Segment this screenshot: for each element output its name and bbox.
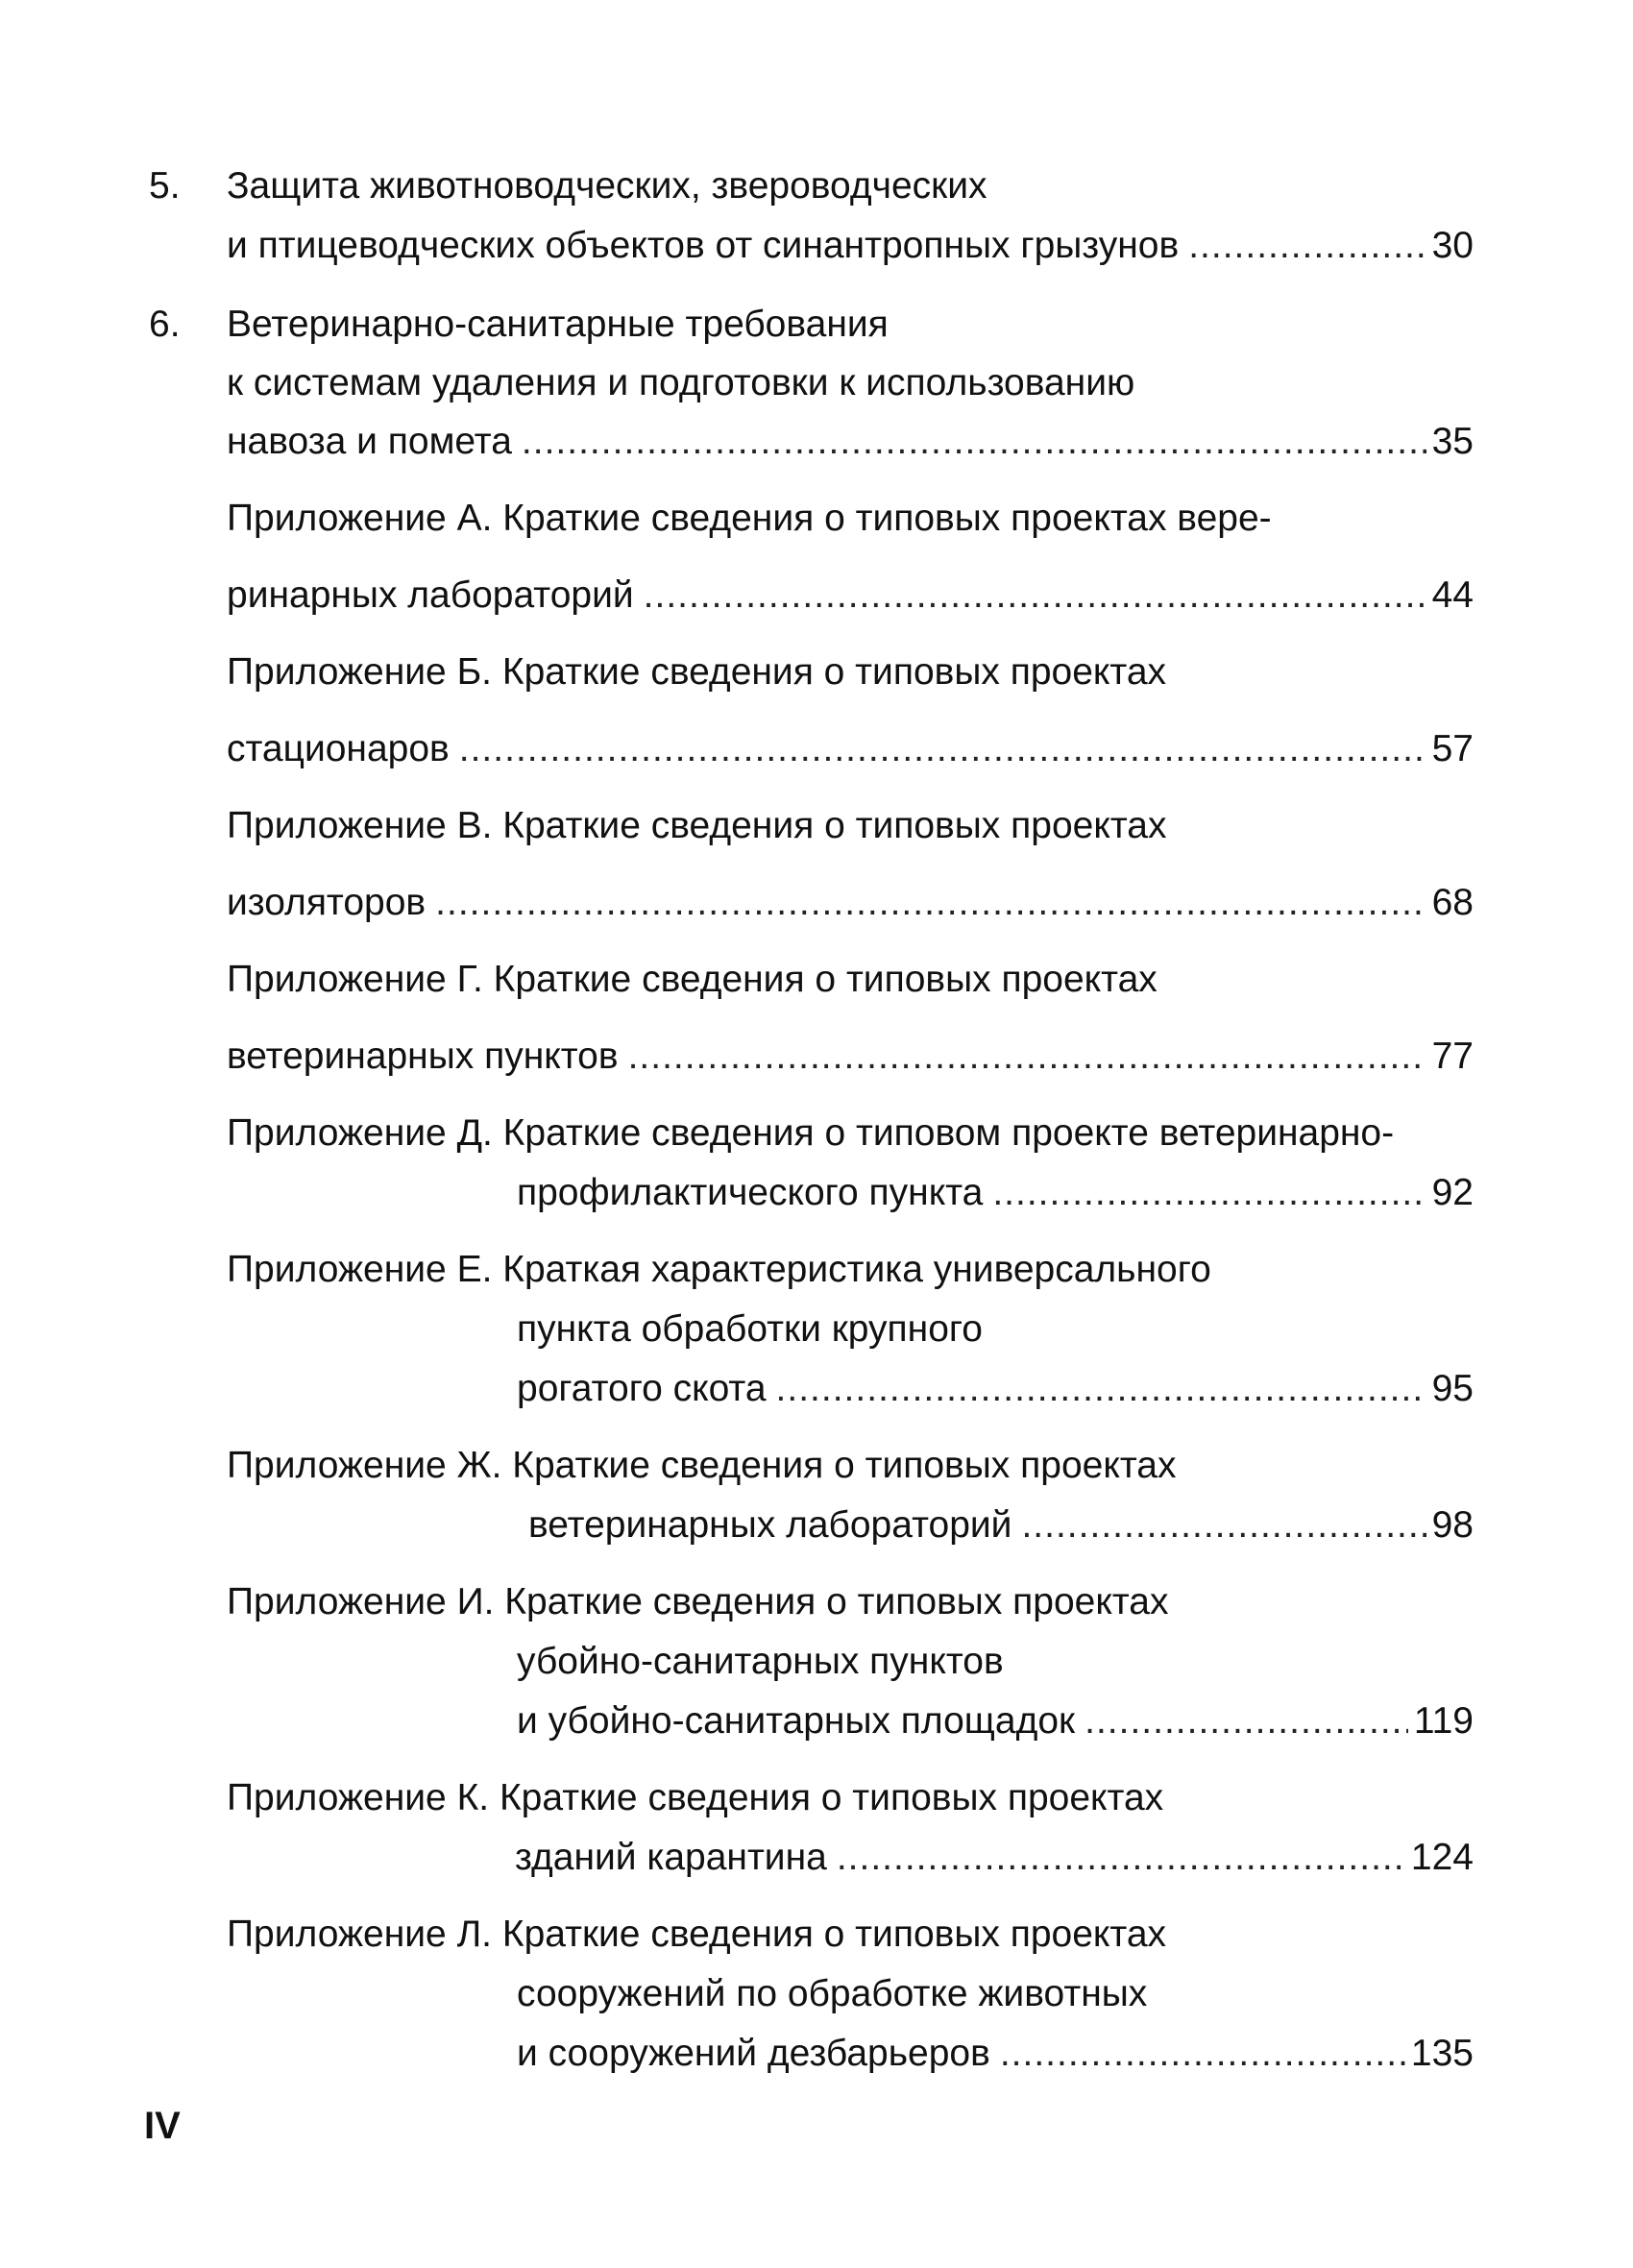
page-number: 44 (1431, 574, 1474, 616)
entry-title-line: Приложение Ж. Краткие сведения о типовых проектах (227, 1445, 1177, 1486)
toc-appendix-a-leader (227, 574, 1474, 618)
dot-leader (1000, 2033, 1405, 2076)
entry-title-line: сооружений по обработке животных (517, 1973, 1148, 2014)
entry-title-line: Приложение Б. Краткие сведения о типовых проектах (227, 651, 1167, 693)
entry-title-line: ветеринарных лабораторий (528, 1504, 1012, 1546)
dot-leader (459, 728, 1426, 771)
entry-title-line: изоляторов (227, 882, 427, 923)
dot-leader (1021, 1504, 1426, 1548)
page-folio: IV (144, 2105, 181, 2147)
entry-title-line: ринарных лабораторий (227, 574, 634, 616)
dot-leader (435, 882, 1426, 925)
page-number: 68 (1431, 882, 1474, 923)
toc-entry-5-leader (227, 225, 1474, 268)
dot-leader (628, 1036, 1426, 1079)
entry-title-line: Приложение Е. Краткая характеристика универсального (227, 1249, 1211, 1290)
entry-title-line: Приложение А. Краткие сведения о типовых проектах вере- (227, 498, 1272, 539)
toc-entry-6-leader (227, 421, 1474, 464)
page-number: 92 (1431, 1172, 1474, 1213)
entry-number: 5. (149, 165, 181, 207)
entry-title-line: и птицеводческих объектов от синантропных грызунов (227, 225, 1180, 266)
page-number: 35 (1431, 421, 1474, 462)
entry-title-line: Ветеринарно-санитарные требования (227, 304, 889, 345)
page-number: 119 (1413, 1700, 1474, 1742)
dot-leader (522, 421, 1426, 464)
toc-appendix-b-leader (227, 728, 1474, 771)
entry-title-line: Приложение И. Краткие сведения о типовых проектах (227, 1581, 1169, 1622)
entry-title-line: и убойно-санитарных площадок (517, 1700, 1076, 1742)
page-number: 98 (1431, 1504, 1474, 1546)
entry-title-line: профилактического пункта (517, 1172, 984, 1213)
entry-title-line: стационаров (227, 728, 450, 769)
dot-leader (644, 574, 1426, 618)
entry-title-line: Приложение Г. Краткие сведения о типовых проектах (227, 959, 1158, 1000)
entry-title-line: Приложение К. Краткие сведения о типовых проектах (227, 1777, 1164, 1818)
dot-leader (776, 1368, 1426, 1411)
toc-appendix-d-leader (517, 1172, 1474, 1215)
entry-title-line: Приложение Д. Краткие сведения о типовом проекте ветеринарно- (227, 1112, 1395, 1154)
entry-title-line: и сооружений дезбарьеров (517, 2033, 990, 2074)
toc-appendix-l-leader (517, 2033, 1474, 2076)
dot-leader (1085, 1700, 1408, 1744)
entry-title-line: Защита животноводческих, звероводческих (227, 165, 987, 207)
dot-leader (1188, 225, 1426, 268)
toc-appendix-v-leader (227, 882, 1474, 925)
entry-title-line: пункта обработки крупного (517, 1308, 983, 1350)
page-number: 30 (1431, 225, 1474, 266)
entry-title-line: ветеринарных пунктов (227, 1036, 619, 1077)
toc-appendix-g-leader (227, 1036, 1474, 1079)
toc-appendix-e-leader (517, 1368, 1474, 1411)
entry-title-line: зданий карантина (515, 1837, 827, 1878)
entry-title-line: рогатого скота (517, 1368, 767, 1409)
page-number: 135 (1410, 2033, 1474, 2074)
entry-title-line: к системам удаления и подготовки к использованию (227, 362, 1135, 403)
entry-title-line: убойно-санитарных пунктов (517, 1641, 1004, 1682)
page-number: 124 (1410, 1837, 1474, 1878)
dot-leader (837, 1837, 1405, 1880)
toc-appendix-zh-leader (528, 1504, 1474, 1548)
toc-appendix-k-leader (515, 1837, 1474, 1880)
page-number: 77 (1431, 1036, 1474, 1077)
page-number: 57 (1431, 728, 1474, 769)
entry-title-line: Приложение Л. Краткие сведения о типовых проектах (227, 1914, 1167, 1955)
entry-number: 6. (149, 304, 181, 345)
toc-appendix-i-leader (517, 1700, 1474, 1744)
entry-title-line: навоза и помета (227, 421, 512, 462)
entry-title-line: Приложение В. Краткие сведения о типовых проектах (227, 805, 1167, 846)
dot-leader (992, 1172, 1426, 1215)
page-number: 95 (1431, 1368, 1474, 1409)
